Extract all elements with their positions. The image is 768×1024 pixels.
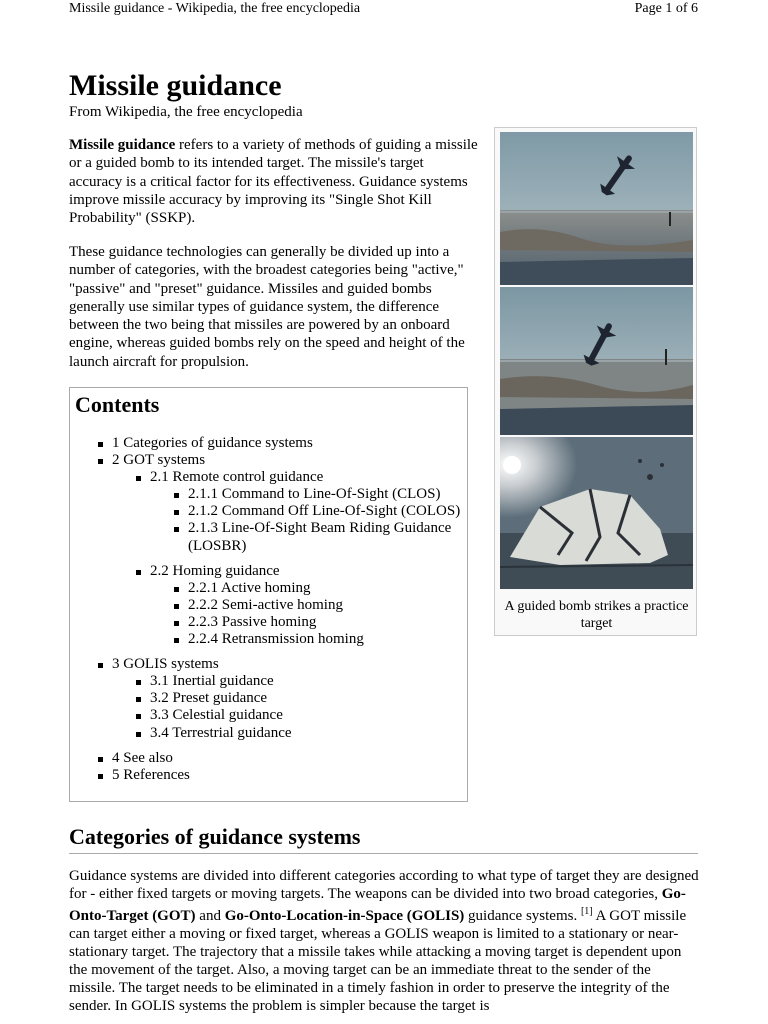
toc-item-3-3[interactable]: 3.3 Celestial guidance <box>136 707 468 724</box>
bold-term-golis: Go-Onto-Location-in-Space (GOLIS) <box>224 908 465 924</box>
article-title: Missile guidance <box>69 69 282 102</box>
toc-item-2-1-2[interactable]: 2.1.2 Command Off Line-Of-Sight (COLOS) <box>174 503 468 520</box>
heading-divider <box>69 853 698 854</box>
toc-item-1[interactable]: 1 Categories of guidance systems <box>98 435 468 452</box>
figure-thumbnail <box>494 127 697 636</box>
toc-item-3-1[interactable]: 3.1 Inertial guidance <box>136 673 468 690</box>
toc-item-2-1[interactable]: 2.1 Remote control guidance 2.1.1 Command to Line-Of-Sight (CLOS) 2.1.2 Command Off Line-Of-Sight (COLOS) 2.1.3 Line-Of-Sight Beam Riding Guidance (LOSBR) <box>136 469 468 554</box>
figure-caption: A guided bomb strikes a practice target <box>504 599 689 631</box>
section-heading: Categories of guidance systems <box>69 824 361 849</box>
toc-list <box>98 435 468 784</box>
page-number: Page 1 of 6 <box>634 1 698 16</box>
toc-item-2-1-1[interactable]: 2.1.1 Command to Line-Of-Sight (CLOS) <box>174 486 468 503</box>
intro-bold-term: Missile guidance <box>69 137 176 153</box>
toc-item-3[interactable]: 3 GOLIS systems 3.1 Inertial guidance 3.2 Preset guidance 3.3 Celestial guidance 3.4 Terrestrial guidance <box>98 656 468 741</box>
intro-paragraph <box>69 136 479 227</box>
bomb-photo-frame-3[interactable] <box>500 437 693 589</box>
second-paragraph: These guidance technologies can generally be divided up into a number of categories, with the broadest categories being "active," "passive" and "preset" guidance. Missiles and guided bombs generally use similar types of guidance system, the difference between the two being that missiles are powered by an onboard engine, whereas guided bombs rely on the speed and height of the launch aircraft for propulsion. <box>69 244 465 370</box>
toc-item-2[interactable]: 2 GOT systems 2.1 Remote control guidance 2.1.1 Command to Line-Of-Sight (CLOS) 2.1.2 Command Off Line-Of-Sight (COLOS) 2.1.3 Line-Of-Sight Beam Riding Guidance (LOSBR) 2.2 Homing guidance 2.2.1 Active homing 2.2.2 Semi-active homing 2.2.3 Passive homing 2.2.4 Retransmission homing <box>98 452 468 648</box>
bomb-photo-frame-1[interactable] <box>500 132 693 285</box>
table-of-contents <box>69 387 468 802</box>
intro-text: refers to a variety of methods of guiding a missile or a guided bomb to its intended target. The missile's target accuracy is a critical factor for its effectiveness. Guidance systems improve missile accuracy by improving its "Single Shot Kill Probability" (SSKP). <box>69 137 478 227</box>
toc-item-2-1-3[interactable]: 2.1.3 Line-Of-Sight Beam Riding Guidance (LOSBR) <box>174 520 468 554</box>
toc-item-2-2-3[interactable]: 2.2.3 Passive homing <box>174 614 468 631</box>
toc-item-2-2[interactable]: 2.2 Homing guidance 2.2.1 Active homing 2.2.2 Semi-active homing 2.2.3 Passive homing 2.2.4 Retransmission homing <box>136 563 468 648</box>
toc-title: Contents <box>75 392 160 417</box>
bomb-photo-frame-2[interactable] <box>500 287 693 435</box>
toc-item-3-2[interactable]: 3.2 Preset guidance <box>136 690 468 707</box>
section-paragraph: Guidance systems are divided into different categories according to what type of target they are designed for - either fixed targets or moving targets. The weapons can be divided into two broad categories, Go-Onto-Target (GOT) and Go-Onto-Location-in-Space (GOLIS) guidance systems. [1] A GOT missile can target either a moving or fixed target, whereas a GOLIS weapon is limited to a stationary or near-stationary target. The trajectory that a missile takes while attacking a moving target is dependent upon the movement of the target. Also, a moving target can be an immediate threat to the sender of the missile. The target needs to be eliminated in a timely fashion in order to preserve the integrity of the sender. In GOLIS systems the problem is simpler because the target is <box>69 868 699 1014</box>
toc-item-2-2-4[interactable]: 2.2.4 Retransmission homing <box>174 631 468 648</box>
toc-item-5[interactable]: 5 References <box>98 767 468 784</box>
toc-item-3-4[interactable]: 3.4 Terrestrial guidance <box>136 725 468 742</box>
bold-term-got: Go-Onto-Target (GOT) <box>69 886 686 924</box>
reference-link[interactable]: [1] <box>580 906 593 917</box>
article-subtitle: From Wikipedia, the free encyclopedia <box>69 104 303 120</box>
toc-item-2-2-1[interactable]: 2.2.1 Active homing <box>174 580 468 597</box>
toc-item-2-2-2[interactable]: 2.2.2 Semi-active homing <box>174 597 468 614</box>
page-header-title: Missile guidance - Wikipedia, the free encyclopedia <box>69 1 361 16</box>
toc-item-4[interactable]: 4 See also <box>98 750 468 767</box>
